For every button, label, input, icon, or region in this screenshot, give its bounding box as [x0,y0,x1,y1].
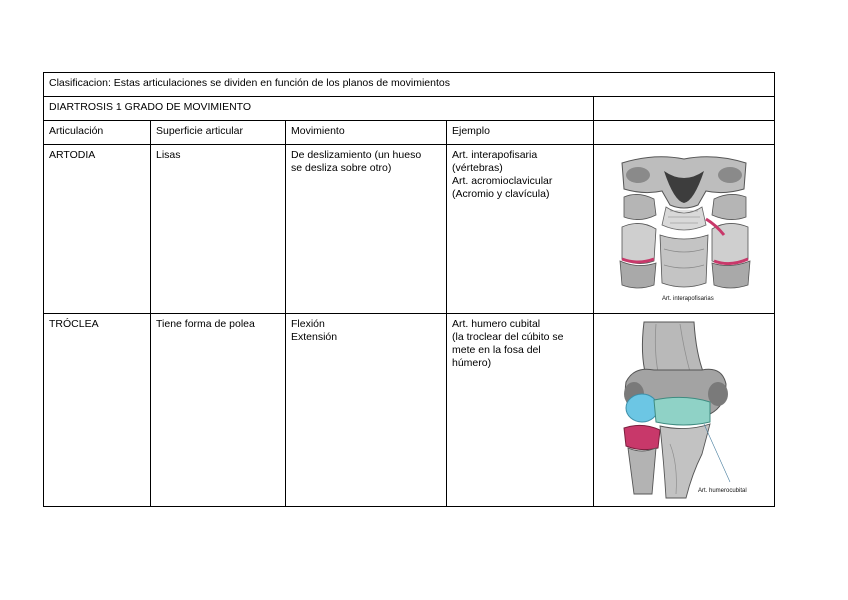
text-line: Art. humero cubital [452,318,541,330]
header-superficie: Superficie articular [151,121,286,145]
vertebrae-illustration-icon [594,145,775,313]
classification-table [43,72,775,507]
cell-superficie: Lisas [151,145,286,314]
elbow-joint-illustration-icon [594,314,775,506]
table-row [44,314,775,507]
table-header-row [44,121,775,145]
cell-ejemplo [447,145,594,314]
cell-articulacion: ARTODIA [44,145,151,314]
table-title-row [44,73,775,97]
table-title: Clasificacion: Estas articulaciones se dividen en función de los planos de movimientos [44,73,775,97]
header-ejemplo: Ejemplo [447,121,594,145]
text-line: De deslizamiento (un hueso [291,149,422,161]
text-line: Extensión [291,331,338,343]
table-subtitle: DIARTROSIS 1 GRADO DE MOVIMIENTO [44,97,594,121]
image-caption: Art. interapofisarias [662,296,714,302]
cell-articulacion: TRÓCLEA [44,314,151,507]
table-row [44,145,775,314]
table-subtitle-row [44,97,775,121]
text-line: mete en la fosa del [452,344,541,356]
text-line: Flexión [291,318,325,330]
cell-ejemplo [447,314,594,507]
text-line: Art. acromioclavicular [452,175,553,187]
empty-cell [594,121,775,145]
cell-image [594,314,775,507]
header-articulacion: Articulación [44,121,151,145]
empty-cell [594,97,775,121]
text-line: se desliza sobre otro) [291,162,392,174]
text-line: (vértebras) [452,162,503,174]
cell-image [594,145,775,314]
header-movimiento: Movimiento [286,121,447,145]
cell-movimiento [286,145,447,314]
cell-movimiento [286,314,447,507]
text-line: (la troclear del cúbito se [452,331,564,343]
cell-superficie: Tiene forma de polea [151,314,286,507]
text-line: (Acromio y clavícula) [452,188,550,200]
text-line: Art. interapofisaria [452,149,538,161]
image-caption: Art. humerocubital [698,488,747,494]
text-line: húmero) [452,357,492,369]
